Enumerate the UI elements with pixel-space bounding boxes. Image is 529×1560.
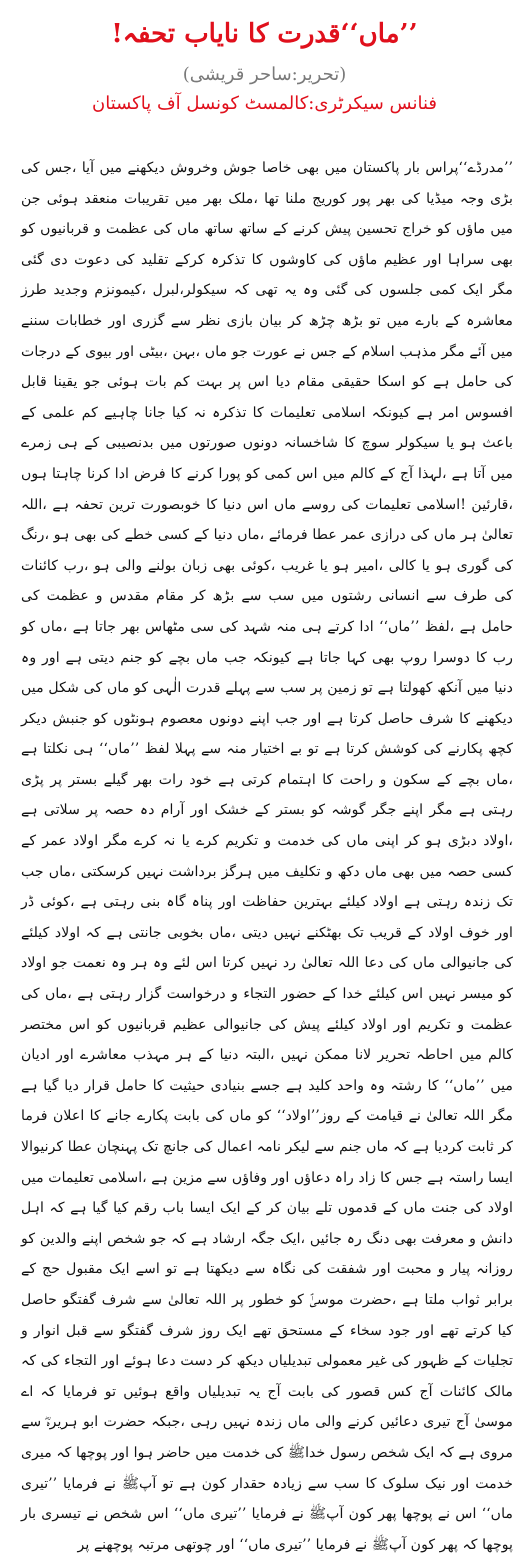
article-body: ’’مدرڈے‘‘پراس بار پاکستان میں بھی خاصا جوش وخروش دیکھنے میں آیا ،جس کی بڑی وجہ میڈیا کی بھر پور کوریج ملنا تھا ،ملک بھر میں تقریبات منعقد ہوئی جن میں ماؤں کو خراج تحسین پیش کرنے کے ساتھ ساتھ ماں کی عظمت و قربانیوں کو بھی سراہا اور عظیم ماؤں کی کاوشوں کا تذکرہ کرکے تقلید کی دعوت دی گئی مگر ایک کمی جلسوں کی گئی وہ یہ تھی کہ سیکولر،لبرل ،کیمونزم وجدید طرز معاشرہ کے بارے میں تو بڑھ چڑھ کر بیان بازی نظر سے گزری اور خطابات سننے میں آئے مگر مذہب اسلام کے جس نے عورت جو ماں ،بہن ،بیٹی اور بیوی کے درجات کی حامل ہے کو اسکا حقیقی مقام دیا اس پر بہت کم بات ہوئی جو یقینا قابل افسوس امر ہے کیونکہ اسلامی تعلیمات کا تذکرہ نہ کیا جانا چاہیے کم علمی کے باعث ہو یا سیکولر سوچ کا شاخسانہ دونوں صورتوں میں بدنصیبی کے ہی زمرے میں آتا ہے ،لہذا آج کے کالم میں اس کمی کو پورا کرنے کا فرض ادا کرنا چاہتا ہوں ،قارئین !اسلامی تعلیمات کی روسے ماں اس دنیا کا خوبصورت ترین تحفہ ہے ،اللہ تعالیٰ ہر ماں کی درازی عمر عطا فرمائے ،ماں دنیا کے کسی خطے کی بھی ہو ،رنگ کی گوری ہو یا کالی ،امیر ہو یا غریب ،کوئی بھی زبان بولنے والی ہو ،رب کائنات کی طرف سے انسانی رشتوں میں سب سے بڑھ کر مقام مقدس و عظمت کی حامل ہے ،لفظ ’’ماں‘‘ ادا کرتے ہی منہ شہد کی سی مٹھاس بھر جاتا ہے ،ماں کو رب کا دوسرا روپ بھی کہا جاتا ہے کیونکہ جب ماں بچے کو جنم دیتی ہے اور وہ دنیا میں آنکھ کھولتا ہے تو زمین پر سب سے پہلے قدرت الٰہی کو ماں کی شکل میں دیکھنے کا شرف حاصل کرتا ہے اور جب اپنے دونوں معصوم ہونٹوں کو جنبش دیکر کچھ پکارنے کی کوشش کرتا ہے تو بے اختیار منہ سے پہلا لفظ ’’ماں‘‘ ہی نکلتا ہے ،ماں بچے کے سکون و راحت کا اہتمام کرتی ہے خود رات بھر گیلے بستر پر پڑی رہتی ہے مگر اپنے جگر گوشہ کو بستر کے خشک اور آرام دہ حصہ پر سلاتی ہے ،اولاد دبڑی ہو کر اپنی ماں کی خدمت و تکریم کرے یا نہ کرے مگر اولاد عمر کے کسی حصہ میں بھی ماں دکھ و تکلیف میں ہرگز برداشت نہیں کرسکتی ،ماں جب تک زندہ رہتی ہے اولاد کیلئے بہترین حفاظت اور پناہ گاہ بنی رہتی ہے ،کوئی ڈر اور خوف اولاد کے قریب تک بھٹکنے نہیں دیتی ،ماں بخوبی جانتی ہے کہ اولاد کیلئے کی جانیوالی ماں کی دعا اللہ تعالیٰ رد نہیں کرتا اس لئے وہ ہر وہ نعمت جو اولاد کو میسر نہیں اس کیلئے خدا کے حضور التجاء و درخواست گزار رہتی ہے ،ماں کی عظمت و تکریم اور اولاد کیلئے پیش کی جانیوالی عظیم قربانیوں کو اس مختصر کالم میں احاطہ تحریر لانا ممکن نہیں ،البتہ دنیا کے ہر مہذب معاشرے اور ادیان میں ’’ماں‘‘ کا رشتہ وہ واحد کلید ہے جسے بنیادی حیثیت کا حامل قرار دیا گیا ہے مگر اللہ تعالیٰ نے قیامت کے روز’’اولاد‘‘ کو ماں کی بابت پکارے جانے کا اعلان فرما کر ثابت کردیا ہے کہ ماں جنم سے لیکر نامہ اعمال کی جانچ تک پہنچان عطا کرنیوالا ایسا راستہ ہے جس کا زاد راہ دعاؤں اور وفاؤں سے مزین ہے ،اسلامی تعلیمات میں اولاد کی جنت ماں کے قدموں تلے بیان کر کے ایک ایسا باب رقم کیا گیا ہے کہ اہل دانش و معرفت بھی دنگ رہ جائیں ،ایک جگہ ارشاد ہے کہ جو شخص اپنے والدین کو روزانہ پیار و محبت اور شفقت کی نگاہ سے دیکھتا ہے تو اسے ایک مقبول حج کے برابر ثواب ملتا ہے ،حضرت موسیٰؑ کو خطور پر اللہ تعالیٰ سے شرف گفتگو حاصل کیا کرتے تھے اور جود سخاء کے مستحق تھے ایک روز شرف گفتگو سے قبل انوار و تجلیات کے ظہور کی غیر معمولی تبدیلیاں دیکھ کر دست دعا ہوئے اور التجاء کی کہ مالک کائنات آج کس قصور کی بابت آج یہ تبدیلیاں واقع ہوئیں تو فرمایا کہ اے موسیٰ آج تیری دعائیں کرنے والی ماں زندہ نہیں رہی ،جبکہ حضرت ابو ہریرہؓ سے مروی ہے کہ ایک شخص رسول خداﷺ کی خدمت میں حاضر ہوا اور پوچھا کہ میری خدمت اور نیک سلوک کا سب سے زیادہ حقدار کون ہے تو آپﷺ نے فرمایا ’’تیری ماں‘‘ اس نے پوچھا پھر کون آپﷺ نے فرمایا ’’تیری ماں‘‘ اس شخص نے تیسری بار پوچھا کہ پھر کون آپﷺ نے فرمایا ’’تیری ماں‘‘ اور چوتھی مرتبہ پوچھنے پر <box>21 160 513 1553</box>
author-designation: فنانس سیکرٹری:کالمسٹ کونسل آف پاکستان <box>91 93 437 114</box>
article-title: ’’ماں‘‘قدرت کا نایاب تحفہ! <box>111 19 418 49</box>
author-byline: (تحریر:ساحر قریشی) <box>182 64 347 85</box>
